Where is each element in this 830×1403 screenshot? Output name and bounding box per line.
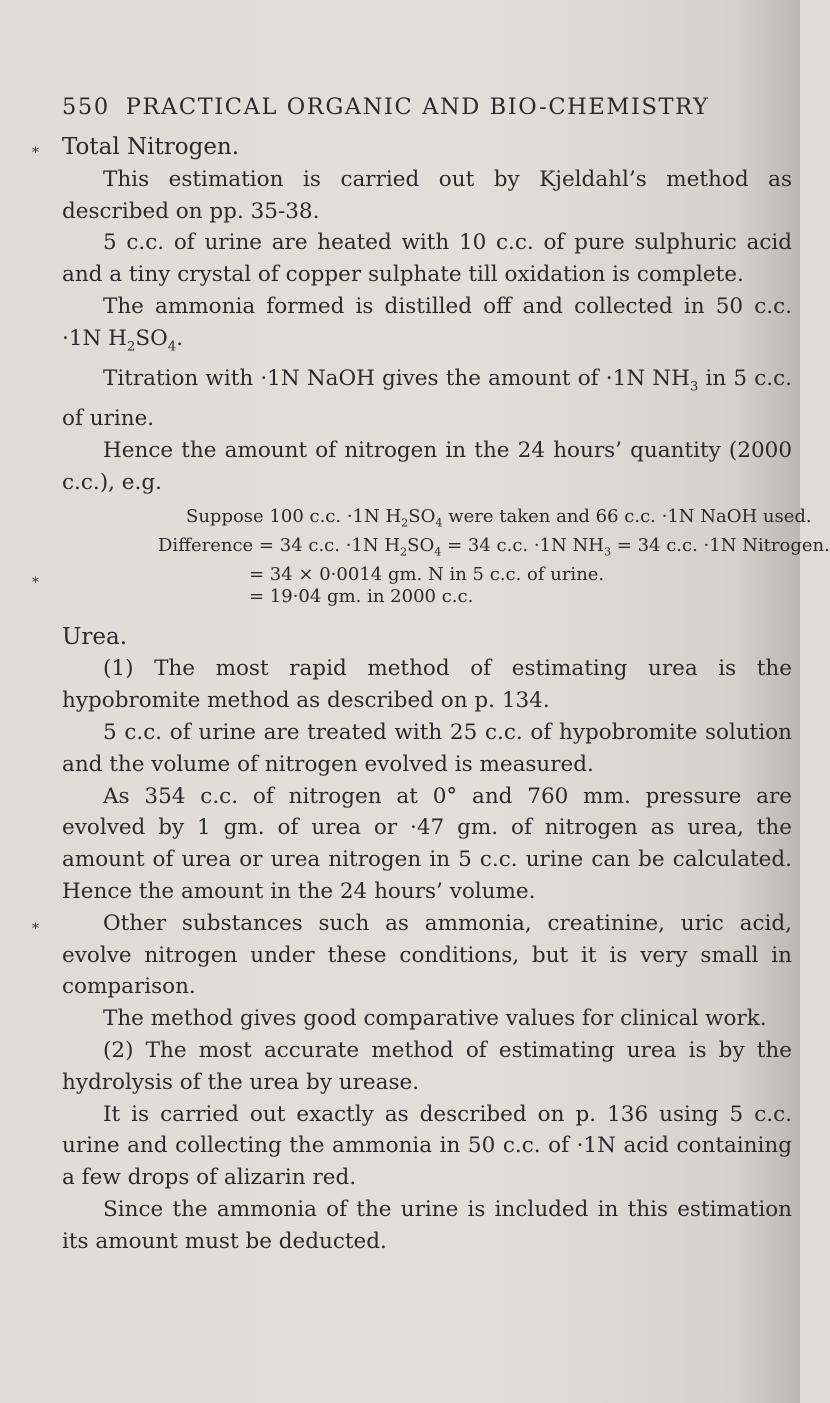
calc-line: Difference = 34 c.c. ·1N $H_2SO_4 = 34$ c.c. ·1N $NH_3 = 34$ c.c. ·1N Nitrogen. <box>158 534 830 559</box>
paragraph: 5 c.c. of urine are treated with 25 c.c. of hypobromite solution and the volume of nitrogen evolved is measured. <box>62 719 792 777</box>
paragraph: Since the ammonia of the urine is included in this estimation its amount must be deducted. <box>62 1196 792 1254</box>
paragraph: Other substances such as ammonia, creatinine, uric acid, evolve nitrogen under these conditions, but it is very small in comparison. <box>62 910 792 1000</box>
paragraph: It is carried out exactly as described on p. 136 using 5 c.c. urine and collecting the ammonia in 50 c.c. of ·1N acid containing a few drops of alizarin red. <box>62 1101 792 1191</box>
calc-line: = 19·04 gm. in 2000 c.c. <box>249 585 474 607</box>
calc-line: Suppose 100 c.c. ·1N $H_2SO_4$ were taken and 66 c.c. ·1N NaOH used. <box>186 506 812 530</box>
paragraph: The ammonia formed is distilled off and collected in 50 c.c. ·1N $H_2SO_4$. <box>62 293 792 355</box>
paragraph: (2) The most accurate method of estimating urea is by the hydrolysis of the urea by urease. <box>62 1037 792 1095</box>
margin-mark: * <box>32 145 39 161</box>
paragraph: (1) The most rapid method of estimating urea is the hypobromite method as described on p. 134. <box>62 656 792 714</box>
margin-mark: * <box>32 921 39 937</box>
section-heading: Total Nitrogen. <box>62 134 240 160</box>
page-number: 550 <box>62 94 110 120</box>
paragraph: Titration with ·1N NaOH gives the amount of ·1N $NH_3$ in 5 c.c. of urine. <box>62 365 792 431</box>
paragraph: 5 c.c. of urine are heated with 10 c.c. of pure sulphuric acid and a tiny crystal of copper sulphate till oxidation is complete. <box>62 230 792 288</box>
paragraph: The method gives good comparative values for clinical work. <box>103 1006 767 1032</box>
body-text <box>62 132 830 1257</box>
running-title: PRACTICAL ORGANIC AND BIO-CHEMISTRY <box>125 94 710 120</box>
margin-mark: * <box>32 575 39 591</box>
paragraph: As 354 c.c. of nitrogen at 0° and 760 mm. pressure are evolved by 1 gm. of urea or ·47 gm. of nitrogen as urea, the amount of urea or urea nitrogen in 5 c.c. urine can be calculated. Hence the amount in the 24 hours’ volume. <box>62 783 792 904</box>
paragraph: Hence the amount of nitrogen in the 24 hours’ quantity (2000 c.c.), e.g. <box>62 437 792 495</box>
paragraph: This estimation is carried out by Kjeldahl’s method as described on pp. 35-38. <box>62 166 792 224</box>
worked-example <box>62 506 830 607</box>
calc-line: = 34 × 0·0014 gm. N in 5 c.c. of urine. <box>249 563 605 585</box>
running-header <box>62 94 762 120</box>
section-heading: Urea. <box>62 623 128 650</box>
